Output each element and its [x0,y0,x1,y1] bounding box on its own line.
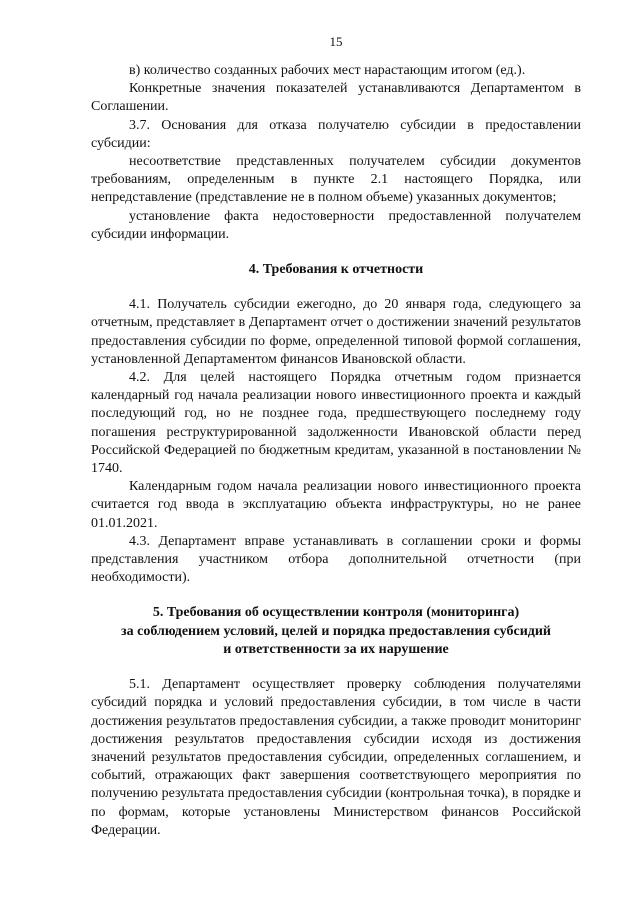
section-5-heading-line-3: и ответственности за их нарушение [223,641,449,657]
paragraph-reporting-year: Календарным годом начала реализации нового инвестиционного проекта считается год ввода в эксплуатацию объекта инфраструктуры, но не ранее 01.01.2021. [91,479,581,531]
paragraph-4-1: 4.1. Получатель субсидии ежегодно, до 20 января года, следующего за отчетным, представляет в Департамент отчет о достижении значений результатов предоставления субсидии по форме, определенной типовой формой соглашения, установленной Департаментом финансов Ивановской области. [91,297,581,367]
section-5-heading [91,604,581,659]
section-5-heading-line-1: 5. Требования об осуществлении контроля (мониторинга) [152,605,520,621]
section-5-heading-line-2: за соблюдением условий, целей и порядка предоставления субсидий [121,623,551,639]
paragraph-indicator-values: Конкретные значения показателей устанавливаются Департаментом в Соглашении. [91,81,581,115]
paragraph-4-3: 4.3. Департамент вправе устанавливать в соглашении сроки и формы представления участником отбора дополнительной отчетности (при необходимости). [91,533,581,586]
page-number: 15 [329,34,343,49]
paragraph-3-7: 3.7. Основания для отказа получателю субсидии в предоставлении субсидии: [91,117,581,151]
paragraph-5-1: 5.1. Департамент осуществляет проверку соблюдения получателями субсидий порядка и условий предоставления субсидии, в том числе в части достижения результатов предоставления субсидии, а также проводит мониторинг достижения результатов предоставления субсидии исходя из достижения значений результатов предоставления субсидии, определенных соглашением, и событий, отражающих факт завершения соответствующего мероприятия по получению результата предоставления субсидии (контрольная точка), в порядке и по формам, которые установлены Министерством финансов Российской Федерации. [91,677,581,838]
paragraph-4-2: 4.2. Для целей настоящего Порядка отчетным годом признается календарный год начала реализации нового инвестиционного проекта и каждый последующий год, но не позднее года, предшествующего последнему году погашения реструктурированной задолженности Ивановской области перед Российской Федерацией по бюджетным кредитам, указанной в постановлении № 1740. [91,370,581,477]
paragraph-refusal-reason-2: установление факта недостоверности предоставленной получателем субсидии информации. [91,208,581,242]
paragraph-refusal-reason-1: несоответствие представленных получателем субсидии документов требованиям, определенным в пункте 2.1 настоящего Порядка, или непредставление (представление не в полном объеме) указанных документов; [91,154,581,206]
paragraph-indicator-c: в) количество созданных рабочих мест нарастающим итогом (ед.). [129,63,526,78]
section-4-heading: 4. Требования к отчетности [248,262,424,278]
